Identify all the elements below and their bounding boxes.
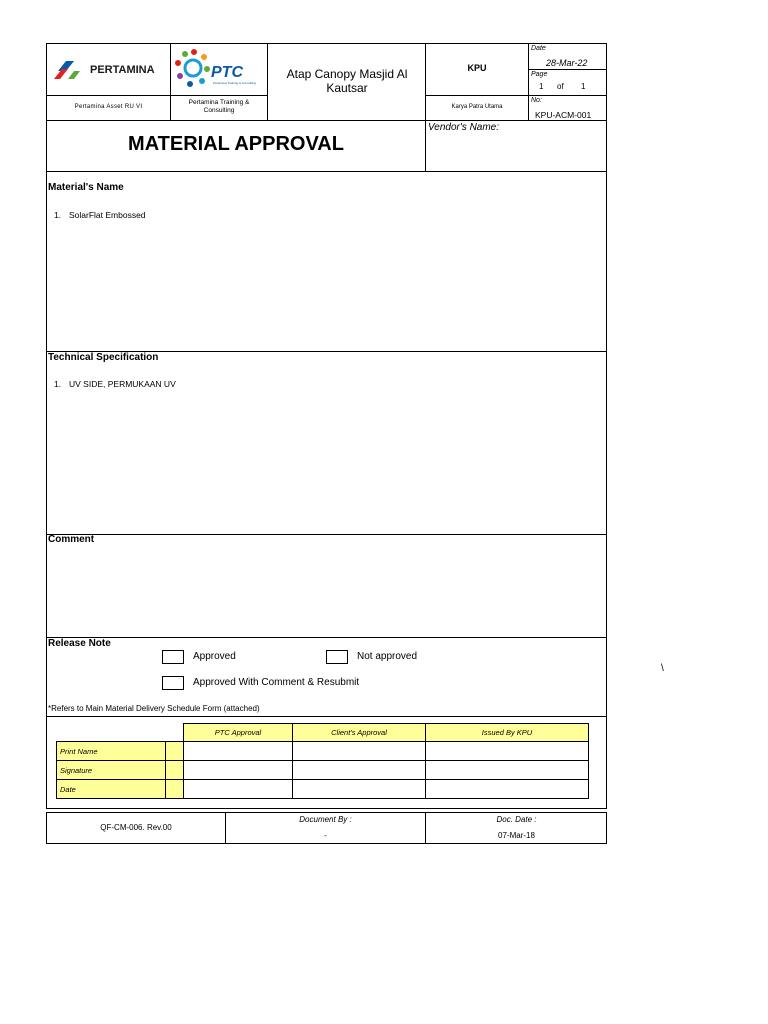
row-label-signature-text: Signature (60, 766, 93, 775)
reference-note: *Refers to Main Material Delivery Schedule Form (attached) (48, 704, 260, 713)
stray-mark: \ (661, 663, 664, 674)
material-heading: Material's Name (48, 182, 124, 193)
no-label: No: (531, 97, 542, 104)
divider (528, 69, 607, 70)
column-header-kpu-label: Issued By KPU (481, 728, 533, 737)
technical-heading: Technical Specification (48, 352, 159, 363)
contractor-full-name: Karya Patra Utama (451, 104, 503, 110)
material-item-number: 1. (54, 210, 62, 220)
divider (267, 43, 268, 120)
doc-date-value: 07-Mar-18 (498, 831, 535, 840)
asset-label: Pertamina Asset RU VI (74, 104, 143, 110)
ptc-date-cell[interactable] (183, 779, 293, 799)
technical-item-text: UV SIDE, PERMUKAAN UV (69, 379, 176, 389)
client-print-name-cell[interactable] (292, 741, 426, 761)
ptc-print-name-cell[interactable] (183, 741, 293, 761)
approved-checkbox[interactable] (162, 650, 184, 664)
kpu-print-name-cell[interactable] (425, 741, 589, 761)
ptc-signature-cell[interactable] (183, 760, 293, 780)
column-header-ptc-label: PTC Approval (214, 728, 262, 737)
pertamina-logo-icon (54, 57, 88, 83)
approved-with-comment-label: Approved With Comment & Resubmit (193, 677, 360, 688)
divider (425, 95, 529, 96)
ptc-logo (173, 48, 265, 92)
row-label-print-name-text: Print Name (60, 747, 98, 756)
spacer-cell (165, 760, 184, 780)
not-approved-label: Not approved (357, 651, 418, 662)
divider (528, 43, 529, 120)
approved-with-comment-checkbox[interactable] (162, 676, 184, 690)
document-by-label: Document By : (299, 815, 352, 824)
row-label-date-text: Date (60, 785, 76, 794)
divider (170, 43, 171, 120)
spacer-cell (165, 779, 184, 799)
kpu-signature-cell[interactable] (425, 760, 589, 780)
kpu-date-cell[interactable] (425, 779, 589, 799)
pertamina-wordmark: PERTAMINA (90, 64, 155, 76)
client-signature-cell[interactable] (292, 760, 426, 780)
date-value: 28-Mar-22 (546, 58, 588, 68)
form-title: MATERIAL APPROVAL (128, 133, 344, 155)
divider (46, 120, 607, 121)
date-label: Date (531, 45, 546, 52)
ptc-tagline: Pertamina Training & Consulting (213, 81, 257, 85)
contractor-code: KPU (467, 63, 487, 73)
client-date-cell[interactable] (292, 779, 426, 799)
column-header-client (292, 723, 426, 742)
row-label-date (56, 779, 166, 799)
divider (528, 95, 607, 96)
form-code: QF-CM-006. Rev.00 (100, 823, 172, 832)
page-label: Page (531, 71, 548, 78)
comment-heading: Comment (48, 534, 95, 545)
divider (46, 95, 268, 96)
ptc-wordmark: PTC (211, 64, 243, 81)
project-title: Atap Canopy Masjid Al Kautsar (286, 67, 408, 95)
pertamina-logo (54, 57, 166, 83)
row-label-print-name (56, 741, 166, 761)
column-header-ptc (183, 723, 293, 742)
document-by-value: - (324, 831, 327, 840)
material-item-text: SolarFlat Embossed (69, 210, 146, 220)
column-header-kpu (425, 723, 589, 742)
page-total: 1 (581, 82, 586, 91)
divider (46, 637, 607, 638)
vendor-name-label: Vendor's Name: (428, 122, 500, 133)
release-heading: Release Note (48, 638, 111, 649)
spacer-cell (165, 741, 184, 761)
document-number: KPU-ACM-001 (535, 110, 592, 120)
not-approved-checkbox[interactable] (326, 650, 348, 664)
technical-item-number: 1. (54, 379, 62, 389)
page-current: 1 (539, 82, 544, 91)
page-of: of (557, 82, 564, 91)
approval-table (56, 723, 589, 799)
divider (46, 534, 607, 535)
divider (46, 716, 607, 717)
row-label-signature (56, 760, 166, 780)
column-header-client-label: Client's Approval (331, 728, 387, 737)
training-label: Pertamina Training & Consulting (188, 99, 250, 114)
form-frame (46, 43, 607, 809)
divider (46, 171, 607, 172)
doc-date-label: Doc. Date : (496, 815, 537, 824)
approved-label: Approved (193, 651, 236, 662)
